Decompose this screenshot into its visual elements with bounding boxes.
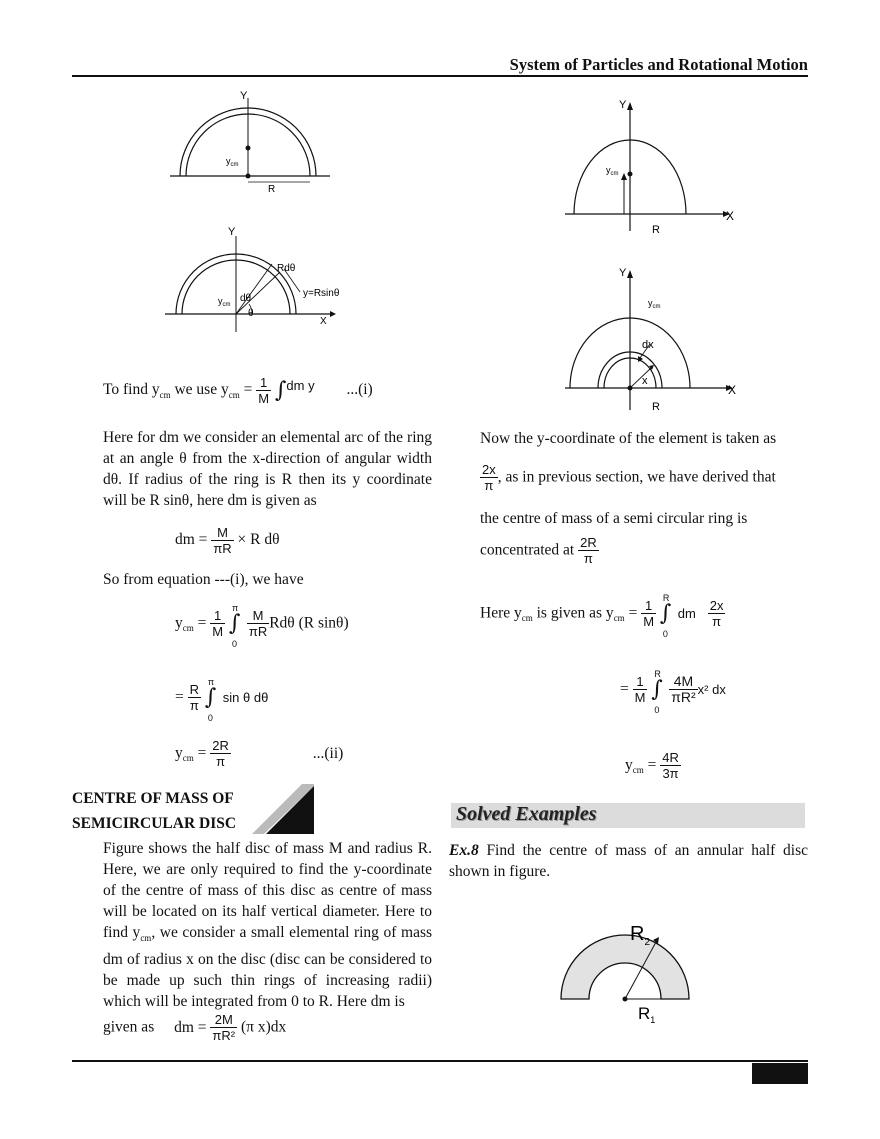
e3-eq: = (643, 756, 661, 774)
frac-2x-d: π (484, 478, 494, 493)
example-8 (449, 840, 808, 882)
e3-sub: cm (632, 765, 644, 776)
fig3-y-label: Y (619, 99, 627, 111)
fig2-dtheta-label: dθ (240, 293, 252, 304)
frac-2x-n: 2x (482, 462, 496, 477)
prev-text: , as in previous section, we have derived that (497, 468, 776, 486)
find-text2: we use y (170, 381, 229, 399)
dm-frac (211, 525, 233, 556)
here-sub2: cm (613, 613, 625, 624)
dm2-line (103, 1012, 286, 1043)
dm-rhs: × R dθ (233, 531, 280, 549)
eq3-integral: ∫ (204, 685, 217, 710)
eq1-frac (256, 375, 271, 406)
e1-f2d: π (712, 614, 722, 629)
dm2-lhs: dm = (174, 1018, 211, 1036)
dm-equation (175, 525, 280, 556)
eq4-frac (210, 738, 231, 769)
eq1-den: M (258, 391, 270, 406)
fig4-x-label: X (728, 383, 737, 397)
figure-halfdisc-ring (560, 264, 745, 414)
e3-fn: 4R (662, 750, 679, 765)
e1-lower: 0 (662, 629, 668, 639)
eq1-body: dm y (286, 378, 315, 394)
svg-text:ycm (226, 156, 239, 168)
frac-2x-pi (480, 462, 498, 493)
fig2-x-label: X (320, 316, 327, 327)
para2-text: Figure shows the half disc of mass M and radius R. Here, we are only required to find the y-coordinate of the centre of mass of this disc as centre of mass will be located on its half vertical diameter. Here to find y (103, 840, 432, 941)
svg-text:ycm (606, 165, 619, 177)
fig3-ycm-sub: cm (610, 171, 619, 177)
para-elemental-arc: Here for dm we consider an elemental arc of the ring at an angle θ from the x-direction of angular width dθ. If radius of the ring is R then its y coordinate will be R sinθ, here dm is given as (103, 429, 432, 509)
eq1-tag: ...(i) (346, 381, 373, 399)
eq3-integral-box (204, 677, 219, 723)
fig3-ycm-label: y (606, 165, 611, 175)
para-half-disc (103, 838, 432, 1012)
e2-eq: = (620, 680, 633, 698)
fig3-r-label: R (652, 224, 660, 236)
footer-rule (72, 1060, 808, 1062)
e3-frac (660, 750, 681, 781)
figure-annular-half-disc (548, 902, 713, 1032)
eq3-frac (188, 682, 201, 713)
fig4-ycm-label: y (648, 298, 653, 308)
fig2-yrsin-label: y=Rsinθ (303, 288, 340, 299)
eq1-eq: = (239, 381, 257, 399)
eq2-lhs: y (175, 614, 183, 632)
dm-den: πR (213, 541, 232, 556)
fig4-y-label: Y (619, 267, 627, 279)
fig2-y-label: Y (228, 226, 236, 238)
conc-text: concentrated at (480, 541, 575, 559)
eq4-lhs: y (175, 744, 183, 762)
e2-frac2 (669, 674, 697, 705)
e1-f1d: M (643, 614, 655, 629)
e2-body: x² dx (697, 682, 726, 697)
eq3-upper: π (207, 677, 215, 687)
eq2-f2n: M (247, 608, 269, 624)
dm2-den: πR² (212, 1028, 236, 1043)
e2-f2d: πR² (671, 689, 696, 705)
dm2-rhs: (π x)dx (237, 1018, 287, 1036)
e1-integral-box (659, 593, 674, 639)
e2-f2n: 4M (669, 674, 697, 690)
dm2-num: 2M (210, 1012, 237, 1028)
dm-num: M (211, 525, 233, 541)
e1-body: dm (677, 606, 696, 621)
fig5-r2-label: $R_2$ (630, 923, 651, 948)
here-text: Here y (480, 604, 522, 622)
eq4-line (175, 738, 343, 769)
fig4-r-label: R (652, 401, 660, 413)
e1-frac1 (641, 598, 656, 629)
eq3-fn: R (189, 682, 200, 697)
footer-page-box (752, 1063, 808, 1084)
eq2-sub: cm (182, 623, 194, 634)
conc-frac (578, 535, 599, 566)
e1-upper: R (662, 593, 670, 603)
eq2-f1n: 1 (210, 608, 225, 624)
eq2-upper: π (231, 603, 239, 613)
eq1-sub: cm (228, 390, 240, 401)
fig4-x-small-label: x (642, 375, 648, 387)
conc-d: π (583, 551, 593, 566)
fig1-ycm-sub: cm (230, 162, 239, 168)
centre-text: the centre of mass of a semi circular ring is (480, 510, 748, 527)
dm2-frac (210, 1012, 237, 1043)
eq2-f1d: M (212, 624, 224, 639)
eq4-sub: cm (182, 753, 194, 764)
fig4-ycm-sub: cm (652, 304, 661, 310)
here-eq: = (624, 604, 642, 622)
e3-fd: 3π (662, 766, 679, 781)
here-text2: is given as y (532, 604, 614, 622)
eq2-f2d: πR (248, 624, 268, 639)
example-label: Ex.8 (449, 842, 479, 859)
fig5-r2-sub: 2 (644, 937, 651, 948)
e2-frac1 (633, 674, 648, 705)
conc-n: 2R (580, 535, 597, 550)
figure-ring-element (160, 224, 350, 336)
e2-line (620, 669, 726, 715)
para2b-text: , we consider a small elemental ring of mass dm of radius x on the disc (disc can be considered to be made up such thin rings of increasing radii) which will be integrated from 0 to R. Here dm is (103, 924, 433, 1011)
e1-f1n: 1 (641, 598, 656, 614)
e2-upper: R (654, 669, 661, 679)
eq2-integral: ∫ (228, 611, 241, 636)
so-from-text: So from equation ---(i), we have (103, 571, 304, 588)
eq3-body: sin θ dθ (222, 690, 269, 705)
eq2-rest: Rdθ (R sinθ) (269, 614, 349, 632)
svg-text:ycm (218, 296, 231, 308)
eq1-num: 1 (256, 375, 271, 391)
eq4-fd: π (216, 754, 226, 769)
fig2-ycm-label: y (218, 296, 223, 306)
e3-lhs: y (625, 756, 633, 774)
here-sub: cm (521, 613, 533, 624)
solved-examples-title: Solved Examples (456, 803, 597, 825)
section-title-line1: CENTRE OF MASS OF (72, 790, 234, 807)
eq4-eq: = (193, 744, 211, 762)
eq3-fd: π (189, 698, 199, 713)
figure-halfdisc-ycm (560, 96, 740, 238)
eq3-lower: 0 (207, 713, 213, 723)
eq2-integral-box (228, 603, 243, 649)
fig3-x-label: X (726, 209, 735, 223)
section-corner-decoration (252, 784, 314, 836)
example-text: Find the centre of mass of an annular half disc shown in figure. (449, 842, 809, 880)
eq1-line (103, 375, 373, 406)
eq2-frac1 (210, 608, 225, 639)
eq4-tag: ...(ii) (312, 744, 344, 762)
e2-lower: 0 (654, 705, 660, 715)
eq1-integral: ∫ (274, 378, 287, 403)
para2-sub: cm (140, 933, 152, 944)
now-text: Now the y-coordinate of the element is taken as (480, 430, 777, 447)
fig5-r1-sub: 1 (650, 1015, 656, 1025)
dm-lhs: dm = (175, 531, 212, 549)
eq2-eq: = (193, 614, 211, 632)
fig1-r-label: R (268, 184, 276, 195)
fig1-y-label: Y (240, 90, 248, 102)
eq3-eq: = (175, 688, 188, 706)
line-2x-pi (480, 462, 776, 493)
fig5-r1-label: $R_1$ (638, 1004, 656, 1025)
e1-line (480, 593, 725, 639)
e1-integral: ∫ (659, 601, 672, 626)
given-as: given as (103, 1018, 155, 1036)
eq2-lower: 0 (231, 639, 237, 649)
fig1-ycm-label: y (226, 156, 231, 166)
eq4-fn: 2R (212, 738, 229, 753)
e2-integral: ∫ (651, 677, 663, 702)
fig4-dx-label: dx (642, 339, 654, 351)
eq3-line (175, 677, 269, 723)
e2-f1d: M (634, 690, 646, 705)
page-header-title: System of Particles and Rotational Motion (509, 55, 808, 74)
eq2-line (175, 603, 349, 654)
fig2-theta-label: θ (248, 308, 254, 319)
eq2-frac2 (247, 608, 269, 639)
svg-text:ycm (648, 298, 661, 310)
e1-frac2 (708, 598, 726, 629)
find-text: To find y (103, 381, 160, 399)
e2-f1n: 1 (633, 674, 648, 690)
find-sub: cm (159, 390, 171, 401)
header-rule (72, 75, 808, 77)
fig2-rdtheta-label: Rdθ (277, 263, 296, 274)
e3-line (625, 750, 681, 781)
figure-ring-ycm (160, 88, 340, 198)
e2-integral-box (651, 669, 665, 715)
solved-examples-banner (451, 803, 805, 828)
fig2-ycm-sub: cm (222, 302, 231, 308)
conc-line (480, 535, 599, 566)
section-title-line2: SEMICIRCULAR DISC (72, 815, 237, 832)
e1-f2n: 2x (709, 598, 724, 613)
